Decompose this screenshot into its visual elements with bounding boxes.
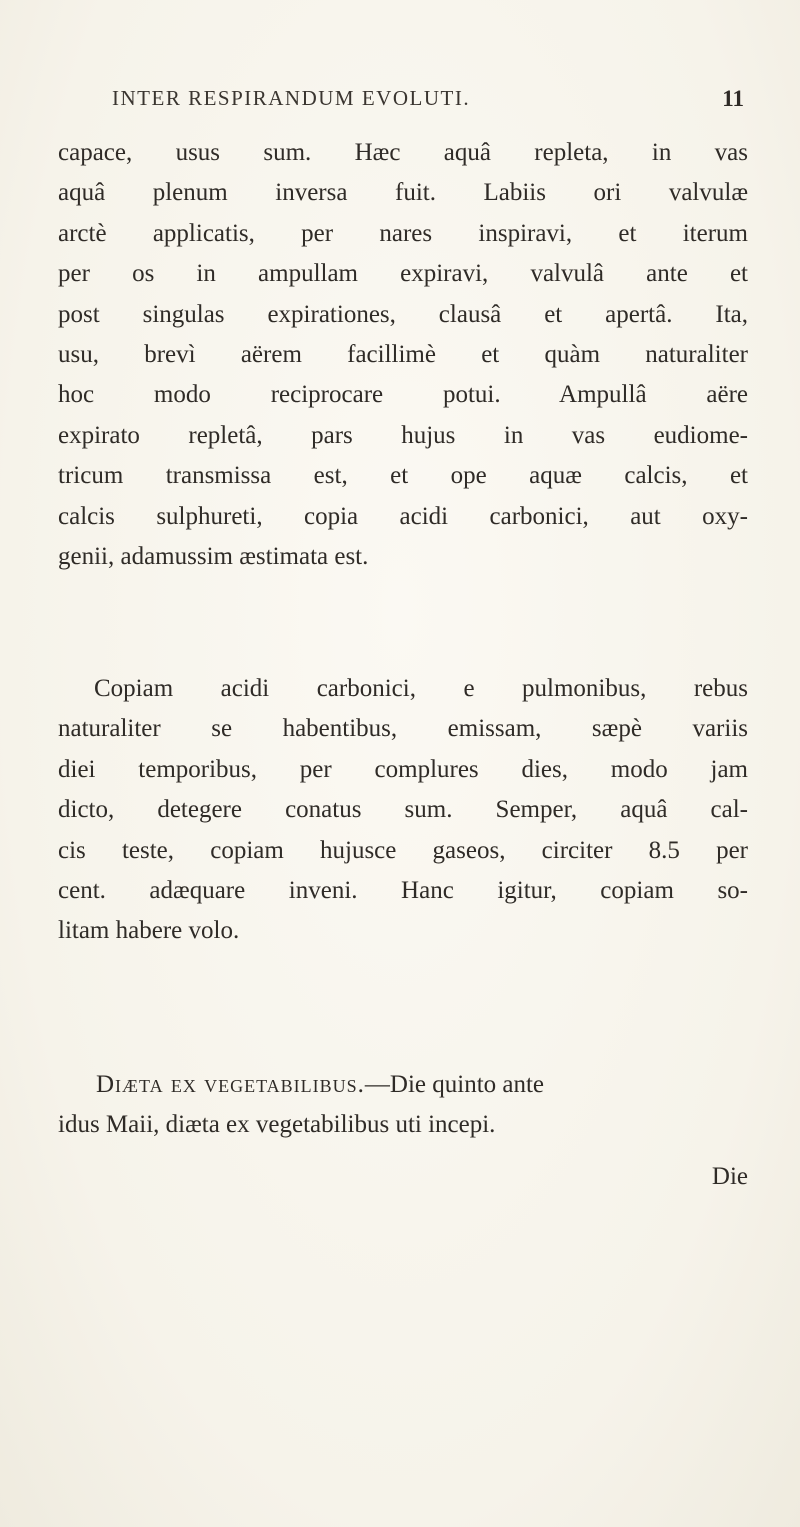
section-heading: Diæta ex vegetabilibus. xyxy=(96,1071,365,1098)
text-line: calcis sulphureti, copia acidi carbonici, aut oxy- xyxy=(58,502,748,530)
section-diaeta xyxy=(58,1065,748,1146)
paragraph-2 xyxy=(58,669,748,952)
text-line: expirato repletâ, pars hujus in vas eudiome- xyxy=(58,421,748,449)
text-line: hoc modo reciprocare potui. Ampullâ aëre xyxy=(58,381,748,409)
text-line: per os in ampullam expiravi, valvulâ ante et xyxy=(58,260,748,288)
running-head xyxy=(112,86,744,126)
text-line: dicto, detegere conatus sum. Semper, aquâ cal- xyxy=(58,796,748,824)
text-line: diei temporibus, per complures dies, modo jam xyxy=(58,755,748,783)
text-line: cent. adæquare inveni. Hanc igitur, copiam so- xyxy=(58,876,748,904)
text-line: arctè applicatis, per nares inspiravi, et iterum xyxy=(58,219,748,247)
text-line: genii, adamussim æstimata est. xyxy=(58,542,369,570)
text-line: tricum transmissa est, et ope aquæ calcis, et xyxy=(58,462,748,490)
text-line: cis teste, copiam hujusce gaseos, circiter 8.5 per xyxy=(58,836,748,864)
text-line: naturaliter se habentibus, emissam, sæpè variis xyxy=(58,715,748,743)
running-title: INTER RESPIRANDUM EVOLUTI. xyxy=(112,86,471,110)
catchword: Die xyxy=(711,1163,748,1190)
page-number: 11 xyxy=(722,86,744,111)
section-line-rest: —Die quinto ante xyxy=(364,1071,545,1098)
text-line: aquâ plenum inversa fuit. Labiis ori valvulæ xyxy=(58,179,748,207)
section-first-line xyxy=(58,1065,748,1105)
text-line: capace, usus sum. Hæc aquâ repleta, in vas xyxy=(58,139,748,166)
text-line: usu, brevì aërem facillimè et quàm naturaliter xyxy=(58,340,748,368)
text-line: idus Maii, diæta ex vegetabilibus uti incepi. xyxy=(58,1111,496,1139)
text-line: litam habere volo. xyxy=(58,917,240,945)
paragraph-1 xyxy=(58,133,748,577)
text-line: post singulas expirationes, clausâ et apertâ. Ita, xyxy=(58,300,748,328)
text-line: Copiam acidi carbonici, e pulmonibus, rebus xyxy=(94,675,748,702)
